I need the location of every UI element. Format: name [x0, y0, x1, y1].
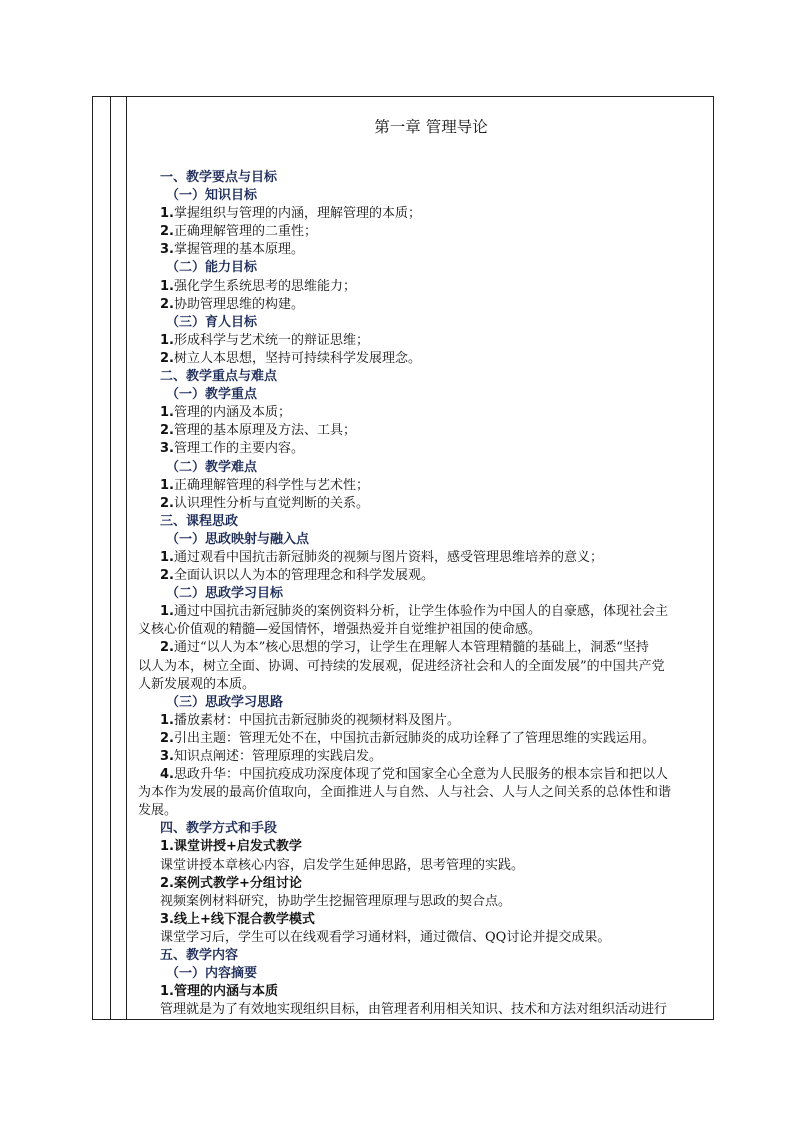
list-item	[160, 567, 712, 585]
subsection-heading: （二）思政学习目标	[166, 586, 284, 602]
list-item-number: 1.	[160, 604, 174, 620]
paragraph-text: 课堂学习后，学生可以在线观看学习通材料，通过微信、QQ讨论并提交成果。	[160, 929, 611, 945]
list-item	[160, 495, 712, 513]
list-item	[160, 350, 712, 368]
subsection-heading: 2.案例式教学+分组讨论	[160, 875, 302, 891]
paragraph-item	[160, 603, 712, 621]
list-item-number: 1.	[160, 549, 174, 565]
list-item-number: 1.	[160, 206, 174, 222]
section-heading: 二、教学重点与难点	[160, 369, 278, 385]
list-item	[160, 422, 712, 440]
document-content	[138, 112, 712, 1019]
subsection-heading: （二）教学难点	[166, 459, 258, 475]
list-item-text: 树立人本思想，坚持可持续科学发展理念。	[173, 350, 421, 366]
list-item	[160, 241, 712, 259]
document-body	[138, 169, 712, 1019]
subsection-heading: （三）育人目标	[166, 314, 258, 330]
paragraph-text: 知识点阐述：管理原理的实践启发。	[173, 749, 382, 764]
paragraph-item	[160, 639, 712, 657]
paragraph-continuation: 以人为本，树立全面、协调、可持续的发展观，促进经济社会和人的全面发展”的中国共产党	[138, 658, 665, 674]
list-item-text: 正确理解管理的二重性；	[173, 224, 317, 240]
list-item-number: 3.	[160, 242, 174, 258]
subsection-heading: （一）知识目标	[166, 188, 258, 204]
list-item	[160, 223, 712, 241]
list-item-text: 管理的基本原理及方法、工具；	[173, 423, 356, 439]
subsection-heading: （二）能力目标	[166, 260, 258, 276]
list-item-number: 2.	[160, 224, 174, 240]
subsection-heading: （一）教学重点	[166, 387, 258, 403]
list-item-text: 掌握管理的基本原理。	[173, 242, 304, 258]
list-item-text: 正确理解管理的科学性与艺术性；	[173, 477, 369, 493]
paragraph-text: 引出主题：管理无处不在，中国抗击新冠肺炎的成功诠释了了管理思维的实践运用。	[173, 730, 655, 746]
list-item-number: 1.	[160, 712, 174, 728]
list-item	[160, 278, 712, 296]
list-item-text: 通过观看中国抗击新冠肺炎的视频与图片资料，感受管理思维培养的意义；	[173, 549, 603, 565]
list-item-text: 全面认识以人为本的管理理念和科学发展观。	[173, 568, 434, 584]
list-item	[160, 404, 712, 422]
table-column-divider	[110, 96, 111, 1020]
list-item-number: 2.	[160, 296, 174, 312]
paragraph-item	[160, 730, 712, 748]
section-heading: 四、教学方式和手段	[160, 821, 278, 837]
list-item	[160, 549, 712, 567]
list-item-number: 2.	[160, 423, 174, 439]
list-item-number: 3.	[160, 441, 174, 457]
subsection-heading: 3.线上+线下混合教学模式	[160, 911, 315, 927]
paragraph-text: 通过中国抗击新冠肺炎的案例资料分析，让学生体验作为中国人的自豪感，体现社会主	[173, 604, 668, 620]
chapter-title: 第一章 管理导论	[374, 118, 488, 136]
paragraph-item	[160, 748, 712, 766]
list-item-text: 形成科学与艺术统一的辩证思维；	[173, 332, 369, 348]
list-item-number: 2.	[160, 495, 174, 511]
list-item-text: 协助管理思维的构建。	[173, 296, 304, 312]
subsection-heading: （一）内容摘要	[166, 966, 258, 982]
paragraph-continuation: 为本作为发展的最高价值取向，全面推进人与自然、人与社会、人与人之间关系的总体性和谐	[138, 785, 672, 801]
section-heading: 三、课程思政	[160, 513, 239, 529]
list-item-text: 管理的内涵及本质；	[173, 405, 291, 421]
subsection-heading: （三）思政学习思路	[166, 694, 284, 710]
list-item-number: 2.	[160, 730, 174, 746]
list-item	[160, 205, 712, 223]
paragraph-item	[160, 766, 712, 784]
list-item-number: 2.	[160, 568, 174, 584]
list-item	[160, 440, 712, 458]
list-item-number: 1.	[160, 405, 174, 421]
paragraph-text: 管理就是为了有效地实现组织目标，由管理者利用相关知识、技术和方法对组织活动进行	[160, 1002, 668, 1018]
list-item-number: 2.	[160, 640, 174, 656]
list-item-number: 4.	[160, 767, 174, 783]
list-item-number: 1.	[160, 332, 174, 348]
paragraph-continuation: 发展。	[138, 803, 178, 819]
table-column-divider	[126, 96, 127, 1020]
list-item-number: 2.	[160, 350, 174, 366]
paragraph-text: 播放素材：中国抗击新冠肺炎的视频材料及图片。	[173, 712, 460, 728]
paragraph-text: 思政升华：中国抗疫成功深度体现了党和国家全心全意为人民服务的根本宗旨和把以人	[173, 767, 668, 783]
list-item	[160, 477, 712, 495]
list-item	[160, 332, 712, 350]
section-heading: 五、教学内容	[160, 948, 239, 964]
paragraph-text: 通过“以人为本”核心思想的学习，让学生在理解人本管理精髓的基础上，洞悉“坚持	[173, 640, 649, 656]
paragraph-continuation: 人新发展观的本质。	[138, 676, 256, 692]
subsection-heading: 1.管理的内涵与本质	[160, 984, 278, 1000]
list-item-number: 3.	[160, 749, 174, 764]
list-item-text: 认识理性分析与直觉判断的关系。	[173, 495, 369, 511]
subsection-heading: （一）思政映射与融入点	[166, 531, 310, 547]
paragraph-text: 课堂讲授本章核心内容，启发学生延伸思路，思考管理的实践。	[160, 857, 525, 873]
subsection-heading: 1.课堂讲授+启发式教学	[160, 839, 302, 855]
paragraph-text: 视频案例材料研究，协助学生挖掘管理原理与思政的契合点。	[160, 893, 512, 909]
section-heading: 一、教学要点与目标	[160, 170, 278, 185]
list-item-number: 1.	[160, 477, 174, 493]
list-item-number: 1.	[160, 278, 174, 294]
paragraph-continuation: 义核心价值观的精髓—爱国情怀，增强热爱并自觉维护祖国的使命感。	[138, 622, 542, 638]
list-item-text: 强化学生系统思考的思维能力；	[173, 278, 356, 294]
paragraph-item	[160, 712, 712, 730]
list-item-text: 掌握组织与管理的内涵，理解管理的本质；	[173, 206, 421, 222]
list-item	[160, 296, 712, 314]
list-item-text: 管理工作的主要内容。	[173, 441, 304, 457]
